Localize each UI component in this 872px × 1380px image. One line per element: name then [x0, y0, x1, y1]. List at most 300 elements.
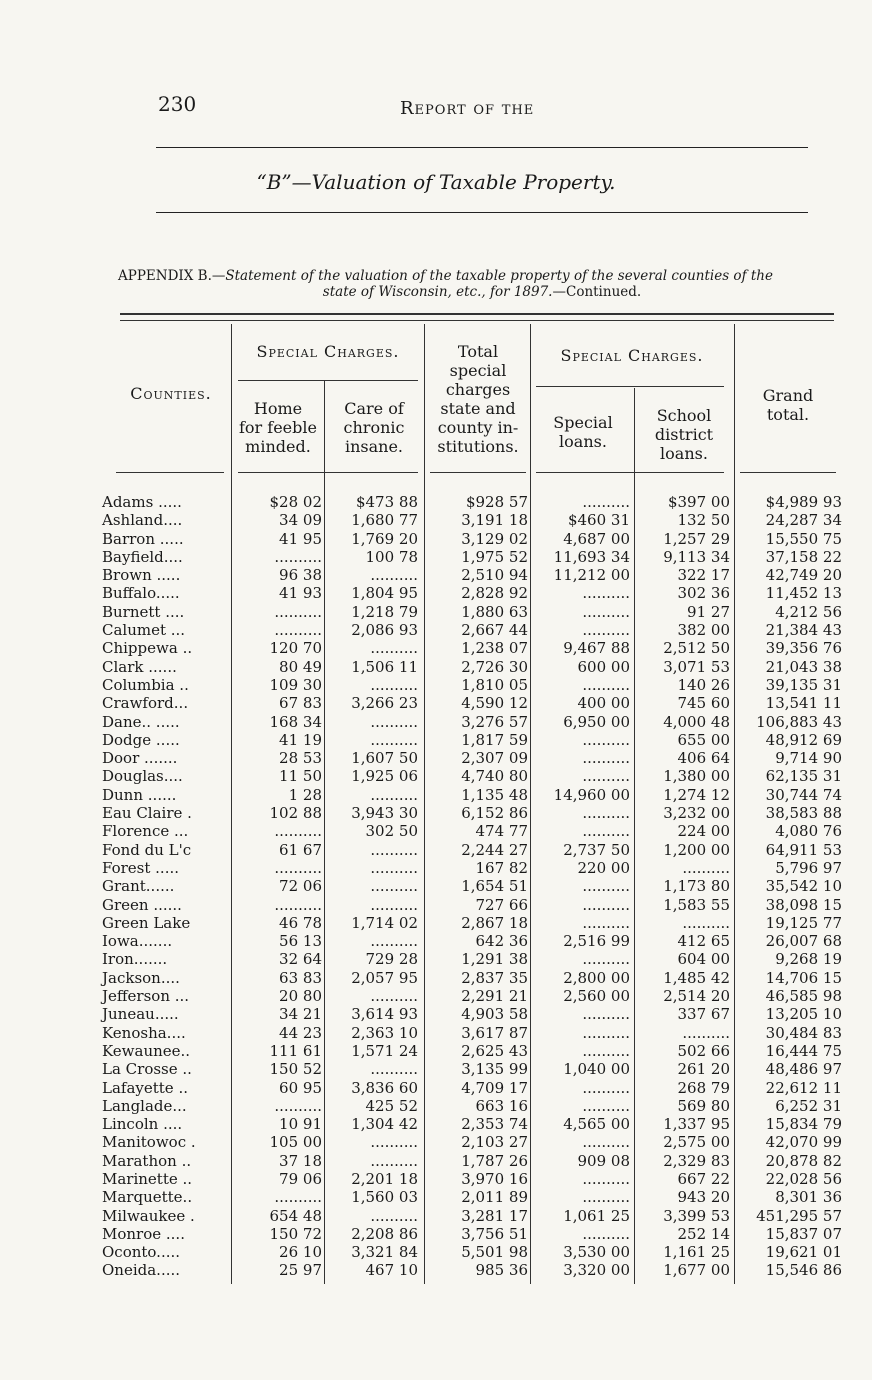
- cell-school: 667 22: [677, 1169, 730, 1188]
- cell-total: 3,129 02: [461, 529, 528, 548]
- col-sep-5: [634, 388, 635, 1284]
- cell-total: 3,276 57: [461, 712, 528, 731]
- cell-grand: 38,583 88: [765, 804, 842, 823]
- header-total-special-charges: Total special charges state and county in- stitutions.: [437, 342, 519, 456]
- cell-grand: 42,749 20: [765, 566, 842, 585]
- column-care-chronic-insane: [326, 493, 418, 1280]
- cell-care: ..........: [370, 895, 418, 914]
- cell-care: 1,680 77: [351, 511, 418, 530]
- cell-care: ..........: [370, 712, 418, 731]
- cell-home: 60 95: [279, 1078, 322, 1097]
- cell-grand: 15,837 07: [765, 1224, 842, 1243]
- cell-total: 2,307 09: [461, 749, 528, 768]
- cell-loans: 2,800 00: [563, 968, 630, 987]
- cell-care: 3,321 84: [351, 1243, 418, 1262]
- cell-school: 943 20: [677, 1188, 730, 1207]
- header-bottom-rule-5: [740, 472, 836, 473]
- cell-school: 406 64: [677, 749, 730, 768]
- cell-grand: 42,070 99: [765, 1133, 842, 1152]
- cell-total: 2,011 89: [461, 1188, 528, 1207]
- column-counties: [102, 493, 230, 1280]
- cell-grand: 14,706 15: [765, 968, 842, 987]
- cell-care: 425 52: [365, 1096, 418, 1115]
- cell-total: 4,590 12: [461, 694, 528, 713]
- header-bottom-rule-1: [116, 472, 224, 473]
- county-name: Calumet ...: [102, 621, 186, 640]
- cell-total: 727 66: [475, 895, 528, 914]
- cell-home: ..........: [274, 602, 322, 621]
- county-name: Forest .....: [102, 858, 179, 877]
- cell-loans: 14,960 00: [553, 785, 630, 804]
- header-care-chronic-insane: Care of chronic insane.: [343, 399, 405, 456]
- cell-care: ..........: [370, 858, 418, 877]
- cell-care: 1,925 06: [351, 767, 418, 786]
- cell-total: 1,975 52: [461, 547, 528, 566]
- cell-care: 3,614 93: [351, 1005, 418, 1024]
- cell-grand: 21,384 43: [765, 621, 842, 640]
- cell-total: 2,244 27: [461, 840, 528, 859]
- cell-grand: 21,043 38: [765, 657, 842, 676]
- cell-care: ..........: [370, 1133, 418, 1152]
- cell-grand: 30,484 83: [765, 1023, 842, 1042]
- cell-care: 1,571 24: [351, 1041, 418, 1060]
- cell-total: 642 36: [475, 932, 528, 951]
- cell-care: 1,304 42: [351, 1115, 418, 1134]
- cell-home: 41 93: [279, 584, 322, 603]
- cell-grand: 22,028 56: [765, 1169, 842, 1188]
- cell-grand: 9,268 19: [775, 950, 842, 969]
- cell-total: 474 77: [475, 822, 528, 841]
- cell-total: 663 16: [475, 1096, 528, 1115]
- cell-total: 1,654 51: [461, 877, 528, 896]
- cell-total: 5,501 98: [461, 1243, 528, 1262]
- cell-loans: ..........: [582, 804, 630, 823]
- section-title: “B”—Valuation of Taxable Property.: [256, 170, 616, 194]
- cell-total: 985 36: [475, 1261, 528, 1280]
- cell-grand: 26,007 68: [765, 932, 842, 951]
- county-name: Bayfield....: [102, 547, 183, 566]
- cell-home: 34 09: [279, 511, 322, 530]
- cell-total: 1,880 63: [461, 602, 528, 621]
- cell-care: ..........: [370, 932, 418, 951]
- cell-total: 1,817 59: [461, 730, 528, 749]
- cell-loans: ..........: [582, 602, 630, 621]
- cell-loans: ..........: [582, 1188, 630, 1207]
- cell-loans: ..........: [582, 1224, 630, 1243]
- cell-loans: 909 08: [577, 1151, 630, 1170]
- cell-loans: ..........: [582, 822, 630, 841]
- cell-care: 2,057 95: [351, 968, 418, 987]
- cell-care: ..........: [370, 1060, 418, 1079]
- cell-care: 302 50: [365, 822, 418, 841]
- county-name: Douglas....: [102, 767, 183, 786]
- cell-loans: 2,560 00: [563, 987, 630, 1006]
- cell-school: 1,161 25: [663, 1243, 730, 1262]
- appendix-continued: —Continued.: [552, 284, 642, 300]
- cell-grand: $4,989 93: [765, 493, 842, 511]
- cell-home: 10 91: [279, 1115, 322, 1134]
- cell-home: 63 83: [279, 968, 322, 987]
- cell-care: ..........: [370, 840, 418, 859]
- cell-loans: 400 00: [577, 694, 630, 713]
- cell-care: ..........: [370, 1206, 418, 1225]
- cell-loans: 2,737 50: [563, 840, 630, 859]
- cell-loans: ..........: [582, 493, 630, 511]
- county-name: Kewaunee..: [102, 1041, 191, 1060]
- cell-school: 252 14: [677, 1224, 730, 1243]
- cell-loans: ..........: [582, 1041, 630, 1060]
- cell-care: 3,836 60: [351, 1078, 418, 1097]
- cell-loans: 3,320 00: [563, 1261, 630, 1280]
- cell-school: 745 60: [677, 694, 730, 713]
- cell-grand: 38,098 15: [765, 895, 842, 914]
- header-counties: Counties.: [130, 384, 212, 403]
- cell-total: 167 82: [475, 858, 528, 877]
- cell-grand: 19,125 77: [765, 913, 842, 932]
- cell-school: 1,380 00: [663, 767, 730, 786]
- table-top-rule: [120, 313, 834, 315]
- cell-grand: 451,295 57: [756, 1206, 842, 1225]
- cell-home: 1 28: [288, 785, 322, 804]
- cell-grand: 22,612 11: [765, 1078, 842, 1097]
- cell-care: ..........: [370, 877, 418, 896]
- cell-care: ..........: [370, 675, 418, 694]
- county-name: Jackson....: [102, 968, 180, 987]
- cell-care: 100 78: [365, 547, 418, 566]
- county-name: Barron .....: [102, 529, 184, 548]
- cell-care: 2,363 10: [351, 1023, 418, 1042]
- cell-total: 4,740 80: [461, 767, 528, 786]
- cell-home: 61 67: [279, 840, 322, 859]
- cell-home: 25 97: [279, 1261, 322, 1280]
- cell-loans: ..........: [582, 1096, 630, 1115]
- cell-school: 91 27: [687, 602, 730, 621]
- cell-school: 302 36: [677, 584, 730, 603]
- cell-grand: 106,883 43: [756, 712, 842, 731]
- cell-school: 1,274 12: [663, 785, 730, 804]
- cell-care: 2,201 18: [351, 1169, 418, 1188]
- cell-school: 412 65: [677, 932, 730, 951]
- cell-grand: 13,205 10: [765, 1005, 842, 1024]
- col-sep-6: [734, 324, 735, 1284]
- cell-home: 11 50: [279, 767, 322, 786]
- cell-total: 2,837 35: [461, 968, 528, 987]
- county-name: Clark ......: [102, 657, 177, 676]
- cell-total: 2,828 92: [461, 584, 528, 603]
- cell-care: 1,506 11: [351, 657, 418, 676]
- cell-school: 4,000 48: [663, 712, 730, 731]
- appendix-line1: Statement of the valuation of the taxable property of the several counties of the: [225, 268, 773, 284]
- county-name: Milwaukee .: [102, 1206, 195, 1225]
- county-name: Jefferson ...: [102, 987, 190, 1006]
- cell-home: ..........: [274, 1096, 322, 1115]
- cell-total: 3,191 18: [461, 511, 528, 530]
- county-name: Iron.......: [102, 950, 168, 969]
- cell-total: 2,726 30: [461, 657, 528, 676]
- cell-school: 322 17: [677, 566, 730, 585]
- cell-home: 67 83: [279, 694, 322, 713]
- cell-grand: 4,080 76: [775, 822, 842, 841]
- cell-home: 56 13: [279, 932, 322, 951]
- cell-care: ..........: [370, 1151, 418, 1170]
- column-home-feeble-minded: [232, 493, 322, 1280]
- cell-grand: 64,911 53: [765, 840, 842, 859]
- cell-total: $928 57: [465, 493, 528, 511]
- cell-home: 34 21: [279, 1005, 322, 1024]
- header-special-charges-1: Special Charges.: [256, 342, 400, 361]
- county-name: Oneida.....: [102, 1261, 181, 1280]
- cell-loans: 4,565 00: [563, 1115, 630, 1134]
- cell-home: 109 30: [269, 675, 322, 694]
- cell-grand: 19,621 01: [765, 1243, 842, 1262]
- cell-care: 1,714 02: [351, 913, 418, 932]
- cell-loans: 11,212 00: [553, 566, 630, 585]
- header-grand-total: Grand total.: [762, 386, 814, 424]
- table-top-rule-2: [120, 320, 834, 321]
- cell-care: 2,208 86: [351, 1224, 418, 1243]
- county-name: Florence ...: [102, 822, 189, 841]
- cell-total: 3,756 51: [461, 1224, 528, 1243]
- county-name: Crawford...: [102, 694, 189, 713]
- county-name: Iowa.......: [102, 932, 173, 951]
- cell-school: 2,512 50: [663, 639, 730, 658]
- cell-grand: 48,912 69: [765, 730, 842, 749]
- cell-loans: ..........: [582, 1005, 630, 1024]
- county-name: Eau Claire .: [102, 804, 192, 823]
- cell-grand: 62,135 31: [765, 767, 842, 786]
- cell-home: 72 06: [279, 877, 322, 896]
- cell-grand: 35,542 10: [765, 877, 842, 896]
- column-total-special-charges: [428, 493, 528, 1280]
- cell-grand: 15,834 79: [765, 1115, 842, 1134]
- county-name: Langlade...: [102, 1096, 187, 1115]
- cell-grand: 6,252 31: [775, 1096, 842, 1115]
- header-bottom-rule-2: [238, 472, 418, 473]
- cell-school: 604 00: [677, 950, 730, 969]
- cell-school: 1,257 29: [663, 529, 730, 548]
- cell-grand: 39,135 31: [765, 675, 842, 694]
- cell-loans: ..........: [582, 730, 630, 749]
- cell-care: 1,769 20: [351, 529, 418, 548]
- county-name: Lafayette ..: [102, 1078, 188, 1097]
- appendix-line2: state of Wisconsin, etc., for 1897.: [322, 284, 553, 300]
- cell-grand: 5,796 97: [775, 858, 842, 877]
- cell-loans: 600 00: [577, 657, 630, 676]
- cell-total: 2,625 43: [461, 1041, 528, 1060]
- cell-school: 1,677 00: [663, 1261, 730, 1280]
- cell-home: 150 72: [269, 1224, 322, 1243]
- county-name: Monroe ....: [102, 1224, 185, 1243]
- cell-loans: 9,467 88: [563, 639, 630, 658]
- county-name: Adams .....: [102, 493, 182, 511]
- county-name: Green Lake: [102, 913, 191, 932]
- appendix-label: APPENDIX B.—: [118, 268, 226, 284]
- cell-care: 1,218 79: [351, 602, 418, 621]
- cell-grand: 48,486 97: [765, 1060, 842, 1079]
- cell-school: 1,583 55: [663, 895, 730, 914]
- cell-loans: ..........: [582, 584, 630, 603]
- county-name: Kenosha....: [102, 1023, 186, 1042]
- cell-home: 44 23: [279, 1023, 322, 1042]
- county-name: Brown .....: [102, 566, 181, 585]
- cell-care: ..........: [370, 730, 418, 749]
- cell-school: 2,329 83: [663, 1151, 730, 1170]
- cell-total: 2,291 21: [461, 987, 528, 1006]
- cell-total: 2,510 94: [461, 566, 528, 585]
- cell-grand: 20,878 82: [765, 1151, 842, 1170]
- running-head: Report of the: [400, 98, 535, 119]
- cell-home: 150 52: [269, 1060, 322, 1079]
- county-name: Dane.. .....: [102, 712, 180, 731]
- cell-total: 3,281 17: [461, 1206, 528, 1225]
- cell-loans: ..........: [582, 621, 630, 640]
- header-special-charges-2: Special Charges.: [560, 346, 704, 365]
- cell-home: ..........: [274, 858, 322, 877]
- cell-loans: 11,693 34: [553, 547, 630, 566]
- county-name: Lincoln ....: [102, 1115, 183, 1134]
- cell-school: ..........: [682, 858, 730, 877]
- cell-grand: 4,212 56: [775, 602, 842, 621]
- page-number: 230: [158, 92, 197, 116]
- county-name: Marinette ..: [102, 1169, 193, 1188]
- cell-school: 132 50: [677, 511, 730, 530]
- cell-total: 3,970 16: [461, 1169, 528, 1188]
- cell-home: 79 06: [279, 1169, 322, 1188]
- cell-total: 2,353 74: [461, 1115, 528, 1134]
- appendix-caption: [118, 268, 846, 300]
- cell-grand: 13,541 11: [765, 694, 842, 713]
- cell-grand: 8,301 36: [775, 1188, 842, 1207]
- cell-loans: ..........: [582, 767, 630, 786]
- cell-home: 41 19: [279, 730, 322, 749]
- cell-grand: 30,744 74: [765, 785, 842, 804]
- cell-home: 120 70: [269, 639, 322, 658]
- cell-school: 224 00: [677, 822, 730, 841]
- cell-grand: 24,287 34: [765, 511, 842, 530]
- cell-grand: 37,158 22: [765, 547, 842, 566]
- cell-total: 3,135 99: [461, 1060, 528, 1079]
- cell-grand: 11,452 13: [765, 584, 842, 603]
- cell-home: 96 38: [279, 566, 322, 585]
- cell-home: 28 53: [279, 749, 322, 768]
- cell-school: 502 66: [677, 1041, 730, 1060]
- cell-grand: 15,546 86: [765, 1261, 842, 1280]
- title-rule-top: [156, 147, 808, 148]
- county-name: Manitowoc .: [102, 1133, 196, 1152]
- cell-loans: ..........: [582, 1169, 630, 1188]
- cell-grand: 15,550 75: [765, 529, 842, 548]
- cell-total: 1,787 26: [461, 1151, 528, 1170]
- cell-total: 1,135 48: [461, 785, 528, 804]
- cell-school: 1,337 95: [663, 1115, 730, 1134]
- cell-home: 105 00: [269, 1133, 322, 1152]
- cell-school: ..........: [682, 1023, 730, 1042]
- cell-school: 9,113 34: [663, 547, 730, 566]
- cell-school: 655 00: [677, 730, 730, 749]
- cell-grand: 39,356 76: [765, 639, 842, 658]
- county-name: Marquette..: [102, 1188, 193, 1207]
- cell-loans: ..........: [582, 675, 630, 694]
- county-name: Burnett ....: [102, 602, 185, 621]
- cell-school: 337 67: [677, 1005, 730, 1024]
- cell-home: 37 18: [279, 1151, 322, 1170]
- cell-care: 3,266 23: [351, 694, 418, 713]
- cell-care: $473 88: [355, 493, 418, 511]
- cell-home: 26 10: [279, 1243, 322, 1262]
- county-name: La Crosse ..: [102, 1060, 192, 1079]
- header-special-loans: Special loans.: [553, 413, 613, 451]
- column-special-loans: [530, 493, 630, 1280]
- column-grand-total: [742, 493, 842, 1280]
- cell-school: 1,200 00: [663, 840, 730, 859]
- cell-home: ..........: [274, 547, 322, 566]
- cell-loans: 3,530 00: [563, 1243, 630, 1262]
- header-bottom-rule-4: [536, 472, 724, 473]
- cell-care: ..........: [370, 566, 418, 585]
- cell-care: 729 28: [365, 950, 418, 969]
- county-name: Green ......: [102, 895, 182, 914]
- county-name: Dodge .....: [102, 730, 180, 749]
- cell-home: ..........: [274, 1188, 322, 1207]
- header-home-feeble-minded: Home for feeble minded.: [239, 399, 317, 456]
- cell-loans: ..........: [582, 913, 630, 932]
- cell-total: 2,667 44: [461, 621, 528, 640]
- cell-total: 6,152 86: [461, 804, 528, 823]
- cell-school: 1,173 80: [663, 877, 730, 896]
- cell-loans: ..........: [582, 1023, 630, 1042]
- cell-loans: ..........: [582, 877, 630, 896]
- cell-school: ..........: [682, 913, 730, 932]
- cell-home: 102 88: [269, 804, 322, 823]
- cell-home: $28 02: [269, 493, 322, 511]
- cell-loans: 1,061 25: [563, 1206, 630, 1225]
- county-name: Buffalo.....: [102, 584, 180, 603]
- cell-grand: 9,714 90: [775, 749, 842, 768]
- cell-grand: 46,585 98: [765, 987, 842, 1006]
- cell-home: ..........: [274, 822, 322, 841]
- county-name: Oconto.....: [102, 1243, 181, 1262]
- cell-home: ..........: [274, 895, 322, 914]
- header-bottom-rule-3: [430, 472, 526, 473]
- cell-home: 20 80: [279, 987, 322, 1006]
- county-name: Chippewa ..: [102, 639, 193, 658]
- cell-total: 1,238 07: [461, 639, 528, 658]
- cell-total: 2,103 27: [461, 1133, 528, 1152]
- cell-care: ..........: [370, 639, 418, 658]
- cell-school: 2,575 00: [663, 1133, 730, 1152]
- cell-school: 268 79: [677, 1078, 730, 1097]
- cell-home: 32 64: [279, 950, 322, 969]
- county-name: Ashland....: [102, 511, 183, 530]
- cell-care: ..........: [370, 987, 418, 1006]
- county-name: Dunn ......: [102, 785, 177, 804]
- cell-total: 3,617 87: [461, 1023, 528, 1042]
- cell-school: 3,399 53: [663, 1206, 730, 1225]
- cell-loans: ..........: [582, 895, 630, 914]
- cell-care: 3,943 30: [351, 804, 418, 823]
- cell-total: 4,903 58: [461, 1005, 528, 1024]
- cell-total: 2,867 18: [461, 913, 528, 932]
- cell-loans: 220 00: [577, 858, 630, 877]
- cell-grand: 16,444 75: [765, 1041, 842, 1060]
- cell-loans: 1,040 00: [563, 1060, 630, 1079]
- cell-home: 41 95: [279, 529, 322, 548]
- cell-care: 1,607 50: [351, 749, 418, 768]
- cell-care: ..........: [370, 785, 418, 804]
- cell-school: 569 80: [677, 1096, 730, 1115]
- cell-loans: ..........: [582, 1133, 630, 1152]
- cell-total: 1,291 38: [461, 950, 528, 969]
